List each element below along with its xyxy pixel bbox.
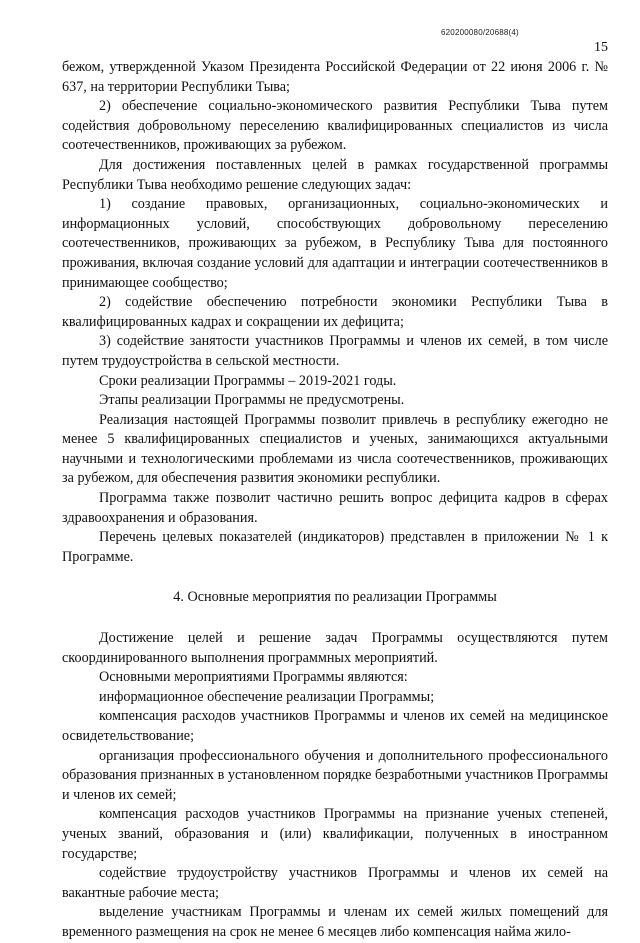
page-number: 15 [594, 40, 608, 55]
list-item: содействие трудоустройству участников Программы и членов их семей на вакантные рабочие места; [62, 865, 608, 901]
section-heading: 4. Основные мероприятия по реализации Программы [173, 589, 497, 606]
paragraph: Основными мероприятиями Программы являются: [99, 669, 408, 686]
paragraph: бежом, утвержденной Указом Президента Российской Федерации от 22 июня 2006 г. № 637, на территории Республики Тыва; [62, 59, 608, 95]
list-item: выделение участникам Программы и членам их семей жилых помещений для временного размещения на срок не менее 6 месяцев либо компенсация найма жило- [62, 904, 608, 940]
paragraph: Сроки реализации Программы – 2019-2021 годы. [99, 372, 397, 389]
paragraph: Для достижения поставленных целей в рамках государственной программы Республики Тыва необходимо решение следующих задач: [62, 156, 608, 193]
document-code: 620200080/20688(4) [441, 28, 519, 37]
paragraph: Достижение целей и решение задач Программы осуществляются путем скоординированного выполнения программных мероприятий. [62, 630, 608, 666]
paragraph: Программа также позволит частично решить вопрос дефицита кадров в сферах здравоохранения и образования. [62, 490, 608, 526]
list-item: компенсация расходов участников Программы на признание ученых степеней, ученых званий, образования и (или) квалификации, полученных в иностранном государстве; [62, 806, 608, 862]
paragraph: 2) содействие обеспечению потребности экономики Республики Тыва в квалифицированных кадрах и сокращении их дефицита; [62, 294, 608, 330]
list-item: информационное обеспечение реализации Программы; [99, 688, 435, 705]
paragraph: 1) создание правовых, организационных, социально-экономических и информационных условий, способствующих добровольному переселению соотечественников, проживающих за рубежом, в Республику Тыва для постоянного проживания, включая создание условий для адаптации и интеграции соотечественников в принимающее сообщество; [62, 196, 608, 291]
list-item: организация профессионального обучения и дополнительного профессионального образования признанных в установленном порядке безработными участников Программы и членов их семей; [62, 747, 608, 803]
list-item: компенсация расходов участников Программы и членов их семей на медицинское освидетельствование; [62, 708, 608, 744]
paragraph: Перечень целевых показателей (индикаторов) представлен в приложении № 1 к Программе. [62, 529, 608, 565]
paragraph: Этапы реализации Программы не предусмотрены. [99, 392, 405, 409]
document-body [62, 58, 608, 943]
paragraph: 2) обеспечение социально-экономического развития Республики Тыва путем содействия добровольному переселению квалифицированных специалистов из числа соотечественников, проживающих за рубежом. [62, 98, 608, 154]
paragraph: 3) содействие занятости участников Программы и членов их семей, в том числе путем трудоустройства в сельской местности. [62, 333, 608, 369]
paragraph: Реализация настоящей Программы позволит привлечь в республику ежегодно не менее 5 квалифицированных специалистов и ученых, занимающихся актуальными научными и технологическими проблемами из числа соотечественников, проживающих за рубежом, для обеспечения развития экономики республики. [62, 411, 608, 487]
